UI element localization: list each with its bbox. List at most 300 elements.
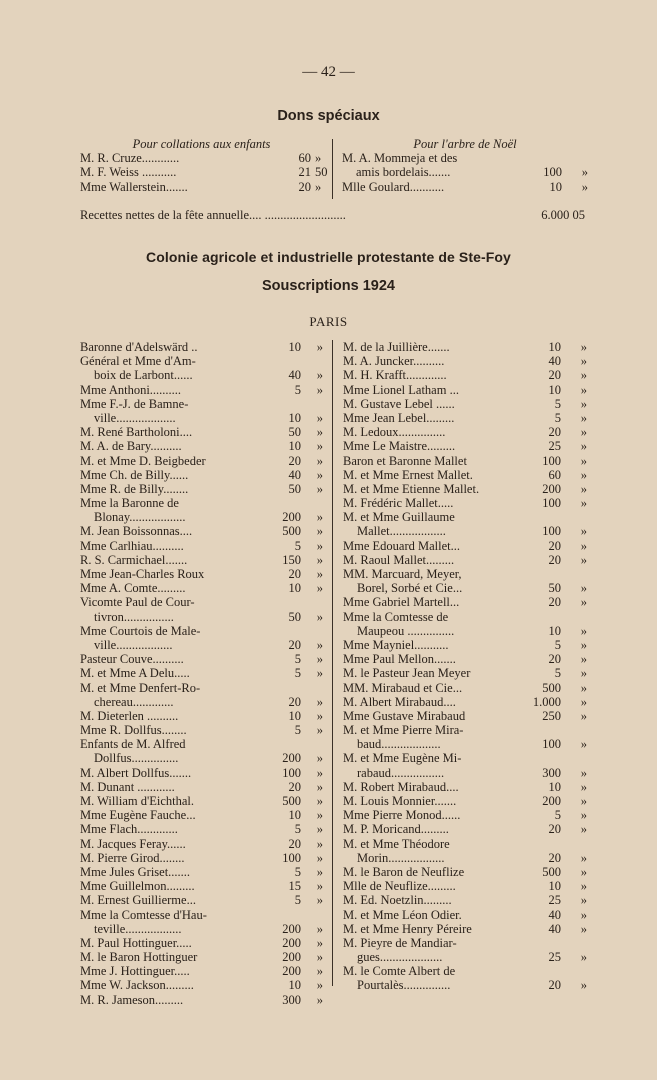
list-item [343,879,587,893]
list-item [80,908,325,922]
donor-name: M. A. de Bary.......... [80,439,182,454]
amount-cents: » [316,893,323,908]
donation-amount: 20 [288,453,301,468]
list-item [80,581,325,595]
amount-cents: » [580,779,587,794]
donor-name: MM. Marcuard, Meyer, [343,567,462,581]
donor-name: Mme R. Dollfus........ [80,723,187,738]
donation-amount: 60 [548,467,561,482]
donor-name: M. et Mme Théodore [343,836,450,851]
list-item [343,723,587,737]
donor-name: M. Albert Dollfus....... [80,765,192,780]
amount-cents: » [316,524,323,539]
list-item [343,539,587,553]
recettes-line [80,208,585,223]
donation-amount: 5 [294,822,301,837]
list-item [343,354,587,368]
amount-cents: » [316,751,323,766]
donation-amount: 200 [282,510,301,525]
donor-name: Mme Paul Mellon....... [343,652,456,667]
amount-cents: » [316,992,323,1007]
amount-cents: » [316,850,323,865]
donation-amount: 20 [288,779,301,794]
donor-name: Enfants de M. Alfred [80,737,186,752]
donor-name: Mme Gustave Mirabaud [343,708,466,723]
donation-amount: 500 [282,794,301,808]
list-item [80,482,325,496]
donor-name: M. le Baron Hottinguer [80,950,198,965]
donor-name: Mme Wallerstein....... [80,179,188,194]
donor-name: Mme Jean-Charles Roux [80,567,205,581]
list-item [80,751,325,765]
list-item [80,723,325,737]
donor-name: M. H. Krafft............. [343,368,447,383]
donor-name: amis bordelais....... [356,165,451,180]
list-item [80,808,325,822]
list-item [343,581,587,595]
amount-cents: » [316,382,323,397]
amount-cents: » [580,396,587,411]
list-item [80,879,325,893]
donation-amount: 21 [298,165,311,180]
donation-amount: 5 [554,808,561,823]
list-item [80,666,325,680]
amount-cents: » [580,425,587,440]
list-item [80,865,325,879]
donation-amount: 25 [548,439,561,454]
list-item [343,737,587,751]
donor-name: Mme Lionel Latham ... [343,382,459,397]
amount-cents: » [580,410,587,425]
donor-name: M. Pieyre de Mandiar- [343,935,457,950]
donor-name: Mme Jean Lebel......... [343,410,455,425]
donation-amount: 5 [294,864,301,879]
donation-amount: 200 [282,950,301,965]
list-item [343,922,587,936]
amount-cents: » [580,864,587,879]
amount-cents: » [580,808,587,823]
amount-cents: » [580,581,587,596]
donation-amount: 100 [542,737,561,752]
list-item [343,666,587,680]
donor-name: M. William d'Eichthal. [80,794,195,808]
list-item [80,439,325,453]
amount-cents: » [316,425,323,440]
list-item [80,922,325,936]
donation-amount: 200 [282,921,301,936]
amount-cents: » [316,552,323,567]
amount-cents: » [580,552,587,567]
list-item [80,936,325,950]
donor-name: M. Raoul Mallet......... [343,552,455,567]
amount-cents: » [580,666,587,681]
amount-cents: » [580,538,587,553]
list-item [80,978,325,992]
donor-name: M. de la Juillière....... [343,340,450,354]
donation-amount: 10 [548,879,561,894]
donation-amount: 10 [288,581,301,596]
list-item [80,151,323,165]
amount-cents: » [580,467,587,482]
donor-name: M. Robert Mirabaud.... [343,779,459,794]
list-item [80,553,325,567]
list-item [80,893,325,907]
donation-amount: 20 [548,595,561,610]
list-item [343,510,587,524]
list-item [80,695,325,709]
dons-right-column [342,137,588,194]
amount-cents: » [580,453,587,468]
souscriptions-title: Souscriptions 1924 [262,278,395,294]
donor-name: M. le Comte Albert de [343,964,456,979]
donor-name: boix de Larbont...... [94,368,193,383]
list-item [343,766,587,780]
list-item [343,553,587,567]
amount-cents: » [316,779,323,794]
donation-amount: 1.000 [532,694,561,709]
amount-cents: » [316,637,323,652]
donor-name: Mme Flach............. [80,822,178,837]
amount-cents: » [316,921,323,936]
donor-name: M. Dunant ............ [80,779,175,794]
donor-name: M. R. Jameson......... [80,992,184,1007]
list-item [343,709,587,723]
list-item [80,993,325,1007]
donor-name: M. le Baron de Neuflize [343,864,465,879]
donation-amount: 10 [288,978,301,993]
list-item [343,695,587,709]
amount-cents: » [316,694,323,709]
donation-amount: 300 [282,992,301,1007]
list-item [80,524,325,538]
recettes-label: Recettes nettes de la fête annuelle.... .......................... [80,208,346,222]
amount-cents: » [580,850,587,865]
donation-amount: 20 [288,567,301,581]
list-item [343,567,587,581]
list-item [343,454,587,468]
page-number: — 42 — [302,64,355,80]
donor-name: Mme Mayniel........... [343,637,449,652]
list-item [343,340,587,354]
list-item [343,468,587,482]
list-item [342,151,588,165]
list-item [80,766,325,780]
donor-name: Mlle de Neuflize......... [343,879,456,894]
donation-amount: 5 [554,666,561,681]
donation-amount: 5 [554,410,561,425]
list-item [342,180,588,194]
donor-name: Mlle Goulard........... [342,179,445,194]
list-item [80,780,325,794]
donor-name: Mme Edouard Mallet... [343,538,460,553]
list-item [80,709,325,723]
donation-amount: 10 [288,439,301,454]
amount-cents: » [316,723,323,738]
donor-name: Dollfus............... [94,751,179,766]
donor-name: Mme J. Hottinguer..... [80,964,190,979]
donor-name: ville.................. [94,637,173,652]
donor-name: M. Ledoux............... [343,425,446,440]
donor-name: M. Gustave Lebel ...... [343,396,455,411]
list-item [80,950,325,964]
column-divider [332,340,333,986]
amount-cents: » [580,496,587,511]
list-item [80,454,325,468]
recettes-amount: 6.000 05 [541,208,585,222]
amount-cents: » [580,879,587,894]
amount-cents: » [580,354,587,369]
list-item [80,510,325,524]
amount-cents: » [316,652,323,667]
colonie-title: Colonie agricole et industrielle protestante de Ste-Foy [146,249,511,265]
donor-name: M. P. Moricand......... [343,822,449,837]
donation-amount: 100 [542,496,561,511]
donor-name: Mme la Comtesse d'Hau- [80,907,207,922]
list-item [343,439,587,453]
donation-amount: 50 [288,425,301,440]
donor-name: Mme Le Maistre......... [343,439,456,454]
list-item [343,808,587,822]
amount-cents: » [580,439,587,454]
donor-name: Mme la Comtesse de [343,609,449,624]
donor-name: Mme A. Comte......... [80,581,186,596]
amount-cents: » [316,765,323,780]
amount-cents: » [581,165,588,180]
donor-name: Mme R. de Billy........ [80,481,189,496]
donor-name: gues.................... [357,950,443,965]
donation-amount: 5 [554,637,561,652]
donation-amount: 5 [294,538,301,553]
list-item [80,496,325,510]
donation-amount: 20 [548,368,561,383]
dons-right-header: Pour l'arbre de Noël [413,137,517,151]
amount-cents: » [580,794,587,808]
donation-amount: 10 [548,623,561,638]
donor-name: M. Frédéric Mallet..... [343,496,454,511]
donor-name: chereau............. [94,694,174,709]
list-item [80,638,325,652]
amount-cents: » [580,907,587,922]
donor-name: Maupeou ............... [357,623,455,638]
list-item [80,822,325,836]
donor-name: Mme Gabriel Martell... [343,595,460,610]
donation-amount: 100 [282,765,301,780]
dons-title: Dons spéciaux [277,108,380,124]
donation-amount: 15 [288,879,301,894]
amount-cents: » [316,879,323,894]
donation-amount: 500 [282,524,301,539]
amount-cents: » [316,340,323,354]
donation-amount: 150 [282,552,301,567]
amount-cents: » [580,950,587,965]
list-item [343,964,587,978]
list-item [343,411,587,425]
donation-amount: 20 [548,425,561,440]
donation-amount: 200 [542,481,561,496]
donor-name: M. Dieterlen .......... [80,708,179,723]
donor-name: M. et Mme Léon Odier. [343,907,462,922]
list-item [80,180,323,194]
donation-amount: 200 [282,964,301,979]
donor-name: rabaud................. [357,765,445,780]
donor-name: M. le Pasteur Jean Meyer [343,666,471,681]
amount-cents: » [316,864,323,879]
donation-amount: 5 [294,723,301,738]
donor-name: Pasteur Couve.......... [80,652,184,667]
donation-amount: 10 [548,340,561,354]
donation-amount: 20 [548,552,561,567]
list-item [343,936,587,950]
donation-amount: 5 [294,382,301,397]
donor-name: tivron................ [94,609,174,624]
donor-name: Blonay.................. [94,510,186,525]
list-item [80,964,325,978]
donation-amount: 60 [298,151,311,166]
donation-amount: 200 [282,751,301,766]
list-item [343,482,587,496]
list-item [343,383,587,397]
donation-amount: 40 [548,354,561,369]
list-item [80,681,325,695]
donor-name: M. Albert Mirabaud.... [343,694,456,709]
list-item [343,851,587,865]
donor-name: M. et Mme Ernest Mallet. [343,467,473,482]
amount-cents: » [316,794,323,808]
donor-name: M. et Mme D. Beigbeder [80,453,206,468]
donation-amount: 40 [548,921,561,936]
donation-amount: 25 [548,950,561,965]
subscribers-right-column [343,340,587,993]
donation-amount: 10 [548,779,561,794]
amount-cents: » [580,978,587,993]
amount-cents: » [316,666,323,681]
amount-cents: » [316,964,323,979]
amount-cents: » [580,524,587,539]
donor-name: M. Jean Boissonnas.... [80,524,193,539]
amount-cents: » [316,538,323,553]
donor-name: Mme Guillelmon......... [80,879,195,894]
donation-amount: 20 [288,694,301,709]
donation-amount: 20 [288,637,301,652]
list-item [343,780,587,794]
donation-amount: 200 [282,935,301,950]
list-item [343,950,587,964]
donation-amount: 25 [548,893,561,908]
list-item [80,737,325,751]
amount-cents: 50 [315,165,328,180]
amount-cents: » [580,637,587,652]
donor-name: M. et Mme Eugène Mi- [343,751,462,766]
donor-name: Borel, Sorbé et Cie... [357,581,463,596]
list-item [80,397,325,411]
amount-cents: » [316,609,323,624]
donor-name: M. A. Juncker.......... [343,354,445,369]
donation-amount: 300 [542,765,561,780]
list-item [80,567,325,581]
amount-cents: » [580,680,587,695]
amount-cents: » [316,510,323,525]
amount-cents: » [316,708,323,723]
donation-amount: 5 [294,666,301,681]
donation-amount: 20 [298,179,311,194]
amount-cents: » [581,179,588,194]
list-item [80,624,325,638]
list-item [343,837,587,851]
donor-name: ville................... [94,410,176,425]
amount-cents: » [580,382,587,397]
list-item [80,468,325,482]
donation-amount: 40 [548,907,561,922]
donor-name: M. R. Cruze............ [80,151,180,166]
amount-cents: » [580,368,587,383]
donation-amount: 5 [554,396,561,411]
donation-amount: 20 [548,822,561,837]
amount-cents: » [316,822,323,837]
amount-cents: » [316,481,323,496]
list-item [343,794,587,808]
amount-cents: » [316,950,323,965]
amount-cents: » [316,836,323,851]
donation-amount: 10 [288,808,301,823]
donation-amount: 10 [288,410,301,425]
list-item [343,425,587,439]
donor-name: M. et Mme A Delu..... [80,666,190,681]
donation-amount: 10 [548,382,561,397]
list-item [343,893,587,907]
amount-cents: » [316,439,323,454]
list-item [80,837,325,851]
dons-left-header: Pour collations aux enfants [132,137,271,151]
donation-amount: 50 [288,481,301,496]
list-item [343,908,587,922]
donor-name: Mme Pierre Monod...... [343,808,461,823]
list-item [343,595,587,609]
list-item [343,638,587,652]
donation-amount: 20 [288,836,301,851]
amount-cents: » [316,567,323,581]
donor-name: M. Ernest Guillierme... [80,893,196,908]
donor-name: Mme Jules Griset....... [80,864,191,879]
donor-name: M. Ed. Noetzlin......... [343,893,452,908]
donor-name: Mme F.-J. de Bamne- [80,396,189,411]
list-item [80,340,325,354]
amount-cents: » [580,694,587,709]
donor-name: M. et Mme Denfert-Ro- [80,680,201,695]
list-item [80,652,325,666]
amount-cents: » [580,595,587,610]
donor-name: Mme Ch. de Billy...... [80,467,189,482]
list-item [80,383,325,397]
list-item [343,681,587,695]
donor-name: Mallet.................. [357,524,446,539]
amount-cents: » [580,481,587,496]
list-item [80,425,325,439]
list-item [343,524,587,538]
amount-cents: » [316,453,323,468]
list-item [343,368,587,382]
donor-name: teville.................. [94,921,182,936]
list-item [343,822,587,836]
amount-cents: » [580,921,587,936]
list-item [80,165,328,180]
donation-amount: 40 [288,467,301,482]
amount-cents: » [315,179,322,194]
donor-name: Vicomte Paul de Cour- [80,595,195,610]
donation-amount: 20 [548,850,561,865]
subscribers-left-column [80,340,325,1007]
donor-name: Mme Anthoni.......... [80,382,182,397]
amount-cents: » [316,808,323,823]
